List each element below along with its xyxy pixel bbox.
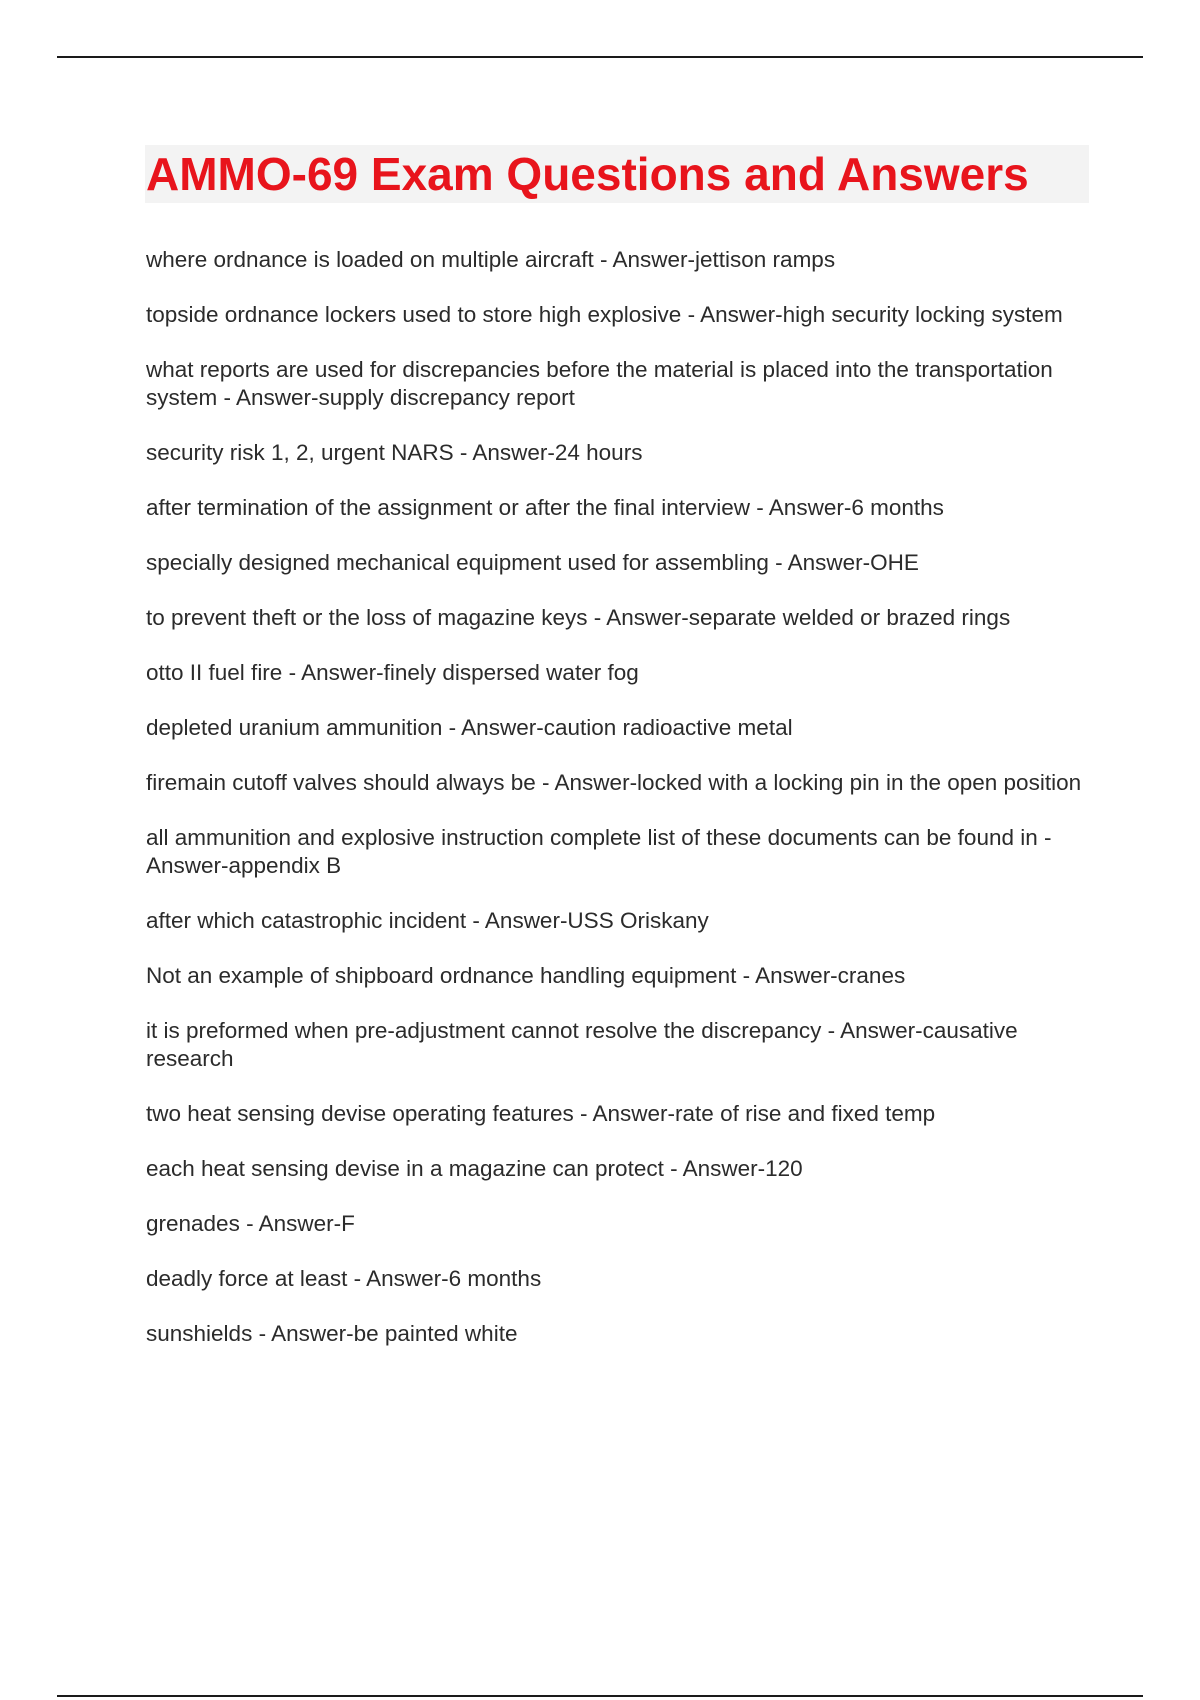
- qa-item: firemain cutoff valves should always be - Answer-locked with a locking pin in the open position: [146, 770, 1082, 795]
- qa-item: two heat sensing devise operating features - Answer-rate of rise and fixed temp: [146, 1101, 936, 1126]
- qa-item: topside ordnance lockers used to store high explosive - Answer-high security locking system: [146, 302, 1063, 327]
- qa-item: to prevent theft or the loss of magazine keys - Answer-separate welded or brazed rings: [146, 605, 1011, 630]
- page-title: AMMO-69 Exam Questions and Answers: [146, 148, 1029, 200]
- qa-item: otto II fuel fire - Answer-finely dispersed water fog: [146, 660, 639, 685]
- qa-item: what reports are used for discrepancies before the material is placed into the transportation system - Answer-supply discrepancy report: [146, 357, 1053, 410]
- qa-item: Not an example of shipboard ordnance handling equipment - Answer-cranes: [146, 963, 906, 988]
- page-top-rule: [57, 56, 1143, 58]
- qa-item: sunshields - Answer-be painted white: [146, 1321, 518, 1346]
- qa-item: after which catastrophic incident - Answer-USS Oriskany: [146, 908, 709, 933]
- qa-item: all ammunition and explosive instruction complete list of these documents can be found in - Answer-appendix B: [146, 825, 1052, 878]
- page-bottom-rule: [57, 1695, 1143, 1697]
- qa-item: each heat sensing devise in a magazine can protect - Answer-120: [146, 1156, 803, 1181]
- qa-item: after termination of the assignment or after the final interview - Answer-6 months: [146, 495, 944, 520]
- qa-item: where ordnance is loaded on multiple aircraft - Answer-jettison ramps: [146, 247, 836, 272]
- qa-item: it is preformed when pre-adjustment cannot resolve the discrepancy - Answer-causative research: [146, 1018, 1018, 1071]
- qa-item: deadly force at least - Answer-6 months: [146, 1266, 542, 1291]
- qa-item: depleted uranium ammunition - Answer-caution radioactive metal: [146, 715, 793, 740]
- qa-item: grenades - Answer-F: [146, 1211, 355, 1236]
- qa-item: security risk 1, 2, urgent NARS - Answer-24 hours: [146, 440, 643, 465]
- qa-item: specially designed mechanical equipment used for assembling - Answer-OHE: [146, 550, 919, 575]
- qa-list: [146, 246, 1086, 1375]
